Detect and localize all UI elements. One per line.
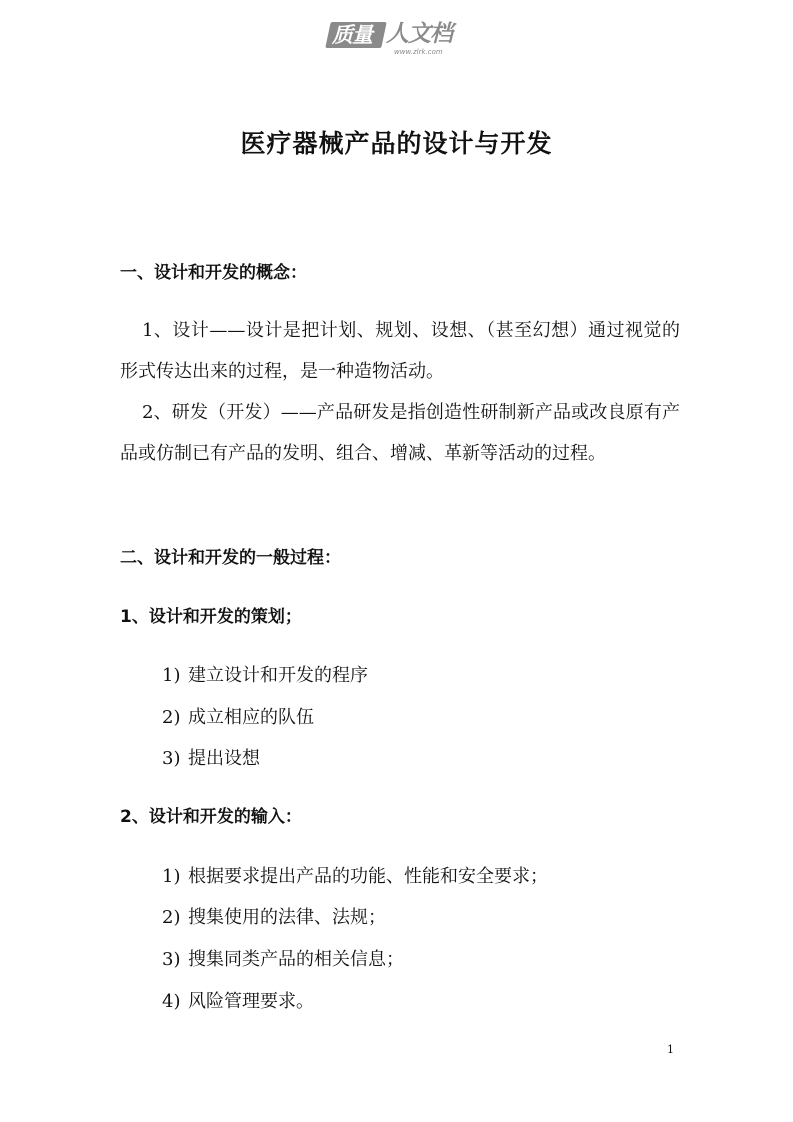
- list-item-text: 建立设计和开发的程序: [188, 665, 368, 686]
- list-item: [162, 661, 368, 687]
- document-title: 医疗器械产品的设计与开发: [240, 129, 553, 158]
- section-heading-process: 二、设计和开发的一般过程：: [120, 548, 341, 568]
- list-item-text: 提出设想: [188, 748, 260, 769]
- list-item-number: 3): [162, 748, 181, 769]
- list-item: [162, 862, 548, 888]
- section-heading-concept: 一、设计和开发的概念：: [120, 263, 307, 283]
- watermark-url: www.zlrk.com: [394, 48, 443, 56]
- subsection-heading-input: 2、设计和开发的输入：: [120, 807, 302, 827]
- paragraph-design-definition: 1、设计——设计是把计划、规划、设想、（甚至幻想）通过视觉的形式传达出来的过程，是一种造物活动。: [120, 320, 680, 382]
- list-item-number: 1): [162, 665, 181, 686]
- list-item: [162, 945, 404, 971]
- list-item-number: 2): [162, 707, 181, 728]
- list-item-number: 1): [162, 866, 181, 887]
- list-item: [162, 903, 386, 929]
- list-item: [162, 703, 314, 729]
- list-item-text: 成立相应的队伍: [188, 707, 314, 728]
- page-number: 1: [667, 1043, 674, 1056]
- list-item: [162, 744, 260, 770]
- list-item-number: 2): [162, 907, 181, 928]
- list-item-number: 3): [162, 949, 181, 970]
- list-item-text: 风险管理要求。: [188, 991, 314, 1012]
- list-item: [162, 987, 314, 1013]
- paragraph-rd-definition: 2、研发（开发）——产品研发是指创造性研制新产品或改良原有产品或仿制已有产品的发明、组合、增减、革新等活动的过程。: [120, 402, 680, 464]
- list-item-text: 搜集使用的法律、法规；: [188, 907, 386, 928]
- list-item-text: 搜集同类产品的相关信息；: [188, 949, 404, 970]
- watermark-logo: [322, 8, 470, 64]
- watermark-text: 人文档: [386, 21, 452, 47]
- list-item-number: 4): [162, 991, 181, 1012]
- subsection-heading-planning: 1、设计和开发的策划；: [120, 607, 302, 627]
- watermark-badge-text: 质量: [332, 23, 372, 47]
- list-item-text: 根据要求提出产品的功能、性能和安全要求；: [188, 866, 548, 887]
